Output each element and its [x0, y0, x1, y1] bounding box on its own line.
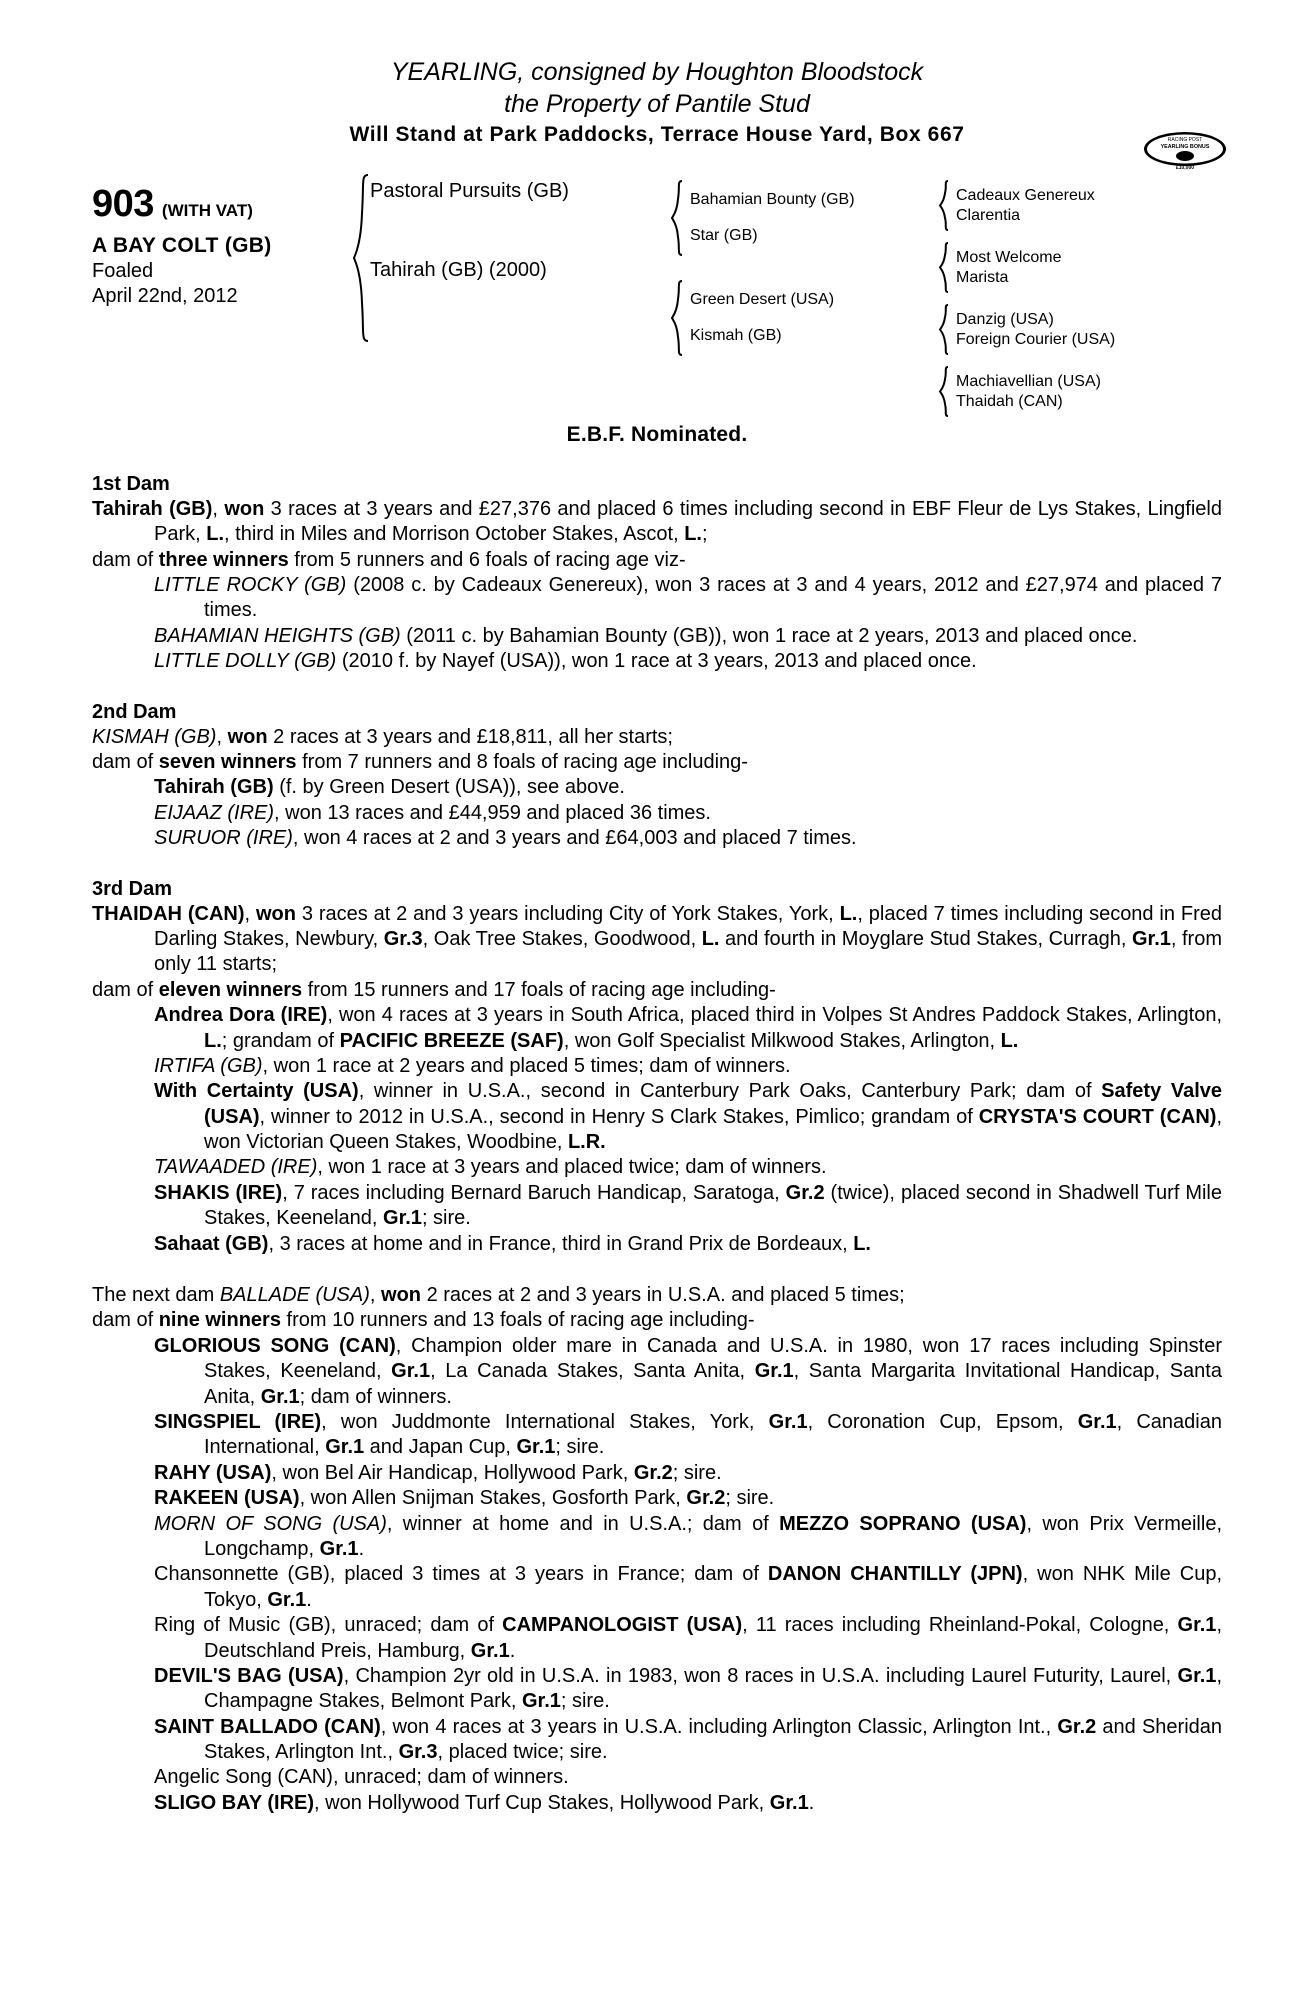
foaled-date: April 22nd, 2012: [92, 284, 238, 307]
next-dam-damof: dam of nine winners from 10 runners and 13 foals of racing age including-: [92, 1309, 755, 1332]
ggp-8: Thaidah (CAN): [956, 392, 1063, 410]
list-item: SHAKIS (IRE), 7 races including Bernard Baruch Handicap, Saratoga, Gr.2 (twice), placed second in Shadwell Turf Mile Stakes, Keeneland, Gr.1; sire.: [154, 1181, 1222, 1230]
list-item: Angelic Song (CAN), unraced; dam of winners.: [154, 1766, 569, 1789]
dam-sire-name: Green Desert (USA): [690, 290, 835, 308]
dam-name: Tahirah (GB) (2000): [370, 258, 547, 281]
foaled-label: Foaled: [92, 259, 154, 282]
list-item: DEVIL'S BAG (USA), Champion 2yr old in U.S.A. in 1983, won 8 races in U.S.A. including Laurel Futurity, Laurel, Gr.1, Champagne Stakes, Belmont Park, Gr.1; sire.: [154, 1664, 1222, 1713]
second-dam-section: [92, 701, 1222, 852]
sire-sire-name: Bahamian Bounty (GB): [690, 190, 855, 208]
pedigree-grandparents: [670, 173, 938, 357]
third-dam-title: 3rd Dam: [92, 877, 173, 900]
ggp-4: Marista: [956, 268, 1009, 286]
third-dam-main: THAIDAH (CAN), won 3 races at 2 and 3 years including City of York Stakes, York, L., placed 7 times including second in Fred Darling Stakes, Newbury, Gr.3, Oak Tree Stakes, Goodwood, L. and fourth in Moyglare Stud Stakes, Curragh, Gr.1, from only 11 starts;: [92, 902, 1222, 976]
page-header: [92, 56, 1222, 149]
ggp-group-2: [938, 241, 1222, 295]
second-dam-main: KISMAH (GB), won 2 races at 3 years and £18,811, all her starts;: [92, 725, 673, 748]
lot-vat-note: (WITH VAT): [161, 200, 253, 220]
second-dam-produce-list: [92, 775, 1222, 851]
ggp-2: Clarentia: [956, 206, 1021, 224]
racing-post-yearling-bonus-stamp-icon: [1142, 128, 1228, 174]
list-item: SINGSPIEL (IRE), won Juddmonte International Stakes, York, Gr.1, Coronation Cup, Epsom, Gr.1, Canadian International, Gr.1 and Japan Cup, Gr.1; sire.: [154, 1410, 1222, 1459]
list-item: SAINT BALLADO (CAN), won 4 races at 3 years in U.S.A. including Arlington Classic, Arlington Int., Gr.2 and Sheridan Stakes, Arlington Int., Gr.3, placed twice; sire.: [154, 1715, 1223, 1764]
list-item: Tahirah (GB) (f. by Green Desert (USA)), see above.: [154, 776, 625, 799]
ggp-1: Cadeaux Genereux: [956, 186, 1095, 204]
lot-info: [92, 173, 352, 308]
list-item: EIJAAZ (IRE), won 13 races and £44,959 and placed 36 times.: [154, 801, 711, 824]
dam-dam-name: Kismah (GB): [690, 326, 782, 344]
ggp-5: Danzig (USA): [956, 310, 1054, 328]
list-item: RAKEEN (USA), won Allen Snijman Stakes, Gosforth Park, Gr.2; sire.: [154, 1487, 775, 1510]
sire-dam-name: Star (GB): [690, 226, 758, 244]
list-item: SURUOR (IRE), won 4 races at 2 and 3 years and £64,003 and placed 7 times.: [154, 827, 857, 850]
ggp-group-3: [938, 303, 1222, 357]
first-dam-section: [92, 473, 1222, 675]
list-item: BAHAMIAN HEIGHTS (GB) (2011 c. by Bahamian Bounty (GB)), won 1 race at 2 years, 2013 and placed once.: [154, 624, 1138, 647]
lot-number: 903: [92, 182, 154, 225]
ggp-group-1: [938, 179, 1222, 233]
list-item: GLORIOUS SONG (CAN), Champion older mare in Canada and U.S.A. in 1980, won 17 races including Spinster Stakes, Keeneland, Gr.1, La Canada Stakes, Santa Anita, Gr.1, Santa Margarita Invitational Handicap, Santa Anita, Gr.1; dam of winners.: [154, 1334, 1222, 1408]
list-item: TAWAADED (IRE), won 1 race at 3 years and placed twice; dam of winners.: [154, 1156, 827, 1179]
first-dam-main: Tahirah (GB), won 3 races at 3 years and £27,376 and placed 6 times including second in EBF Fleur de Lys Stakes, Lingfield Park, L., third in Miles and Morrison October Stakes, Ascot, L.;: [92, 497, 1222, 546]
ggp-group-4: [938, 365, 1222, 419]
pedigree-parents: [370, 173, 670, 283]
first-dam-produce-list: [92, 573, 1222, 675]
sire-side-group: [670, 179, 938, 257]
pedigree-great-grandparents: [938, 173, 1222, 419]
next-dam-section: [92, 1283, 1222, 1816]
list-item: RAHY (USA), won Bel Air Handicap, Hollywood Park, Gr.2; sire.: [154, 1461, 722, 1484]
header-stand-line: Will Stand at Park Paddocks, Terrace House Yard, Box 667: [349, 123, 965, 146]
pedigree-brace-level1: [352, 173, 370, 343]
svg-text:RACING POST: RACING POST: [1167, 137, 1203, 143]
second-dam-damof: dam of seven winners from 7 runners and 8 foals of racing age including-: [92, 751, 748, 773]
next-dam-main: The next dam BALLADE (USA), won 2 races at 2 and 3 years in U.S.A. and placed 5 times;: [92, 1284, 905, 1307]
header-property-line: the Property of Pantile Stud: [504, 90, 810, 118]
sire-name: Pastoral Pursuits (GB): [370, 179, 569, 202]
list-item: Chansonnette (GB), placed 3 times at 3 years in France; dam of DANON CHANTILLY (JPN), won NHK Mile Cup, Tokyo, Gr.1.: [154, 1563, 1223, 1611]
dam-side-group: [670, 279, 938, 357]
pedigree-table: [92, 173, 1222, 419]
list-item: LITTLE DOLLY (GB) (2010 f. by Nayef (USA)), won 1 race at 3 years, 2013 and placed once.: [154, 650, 977, 673]
list-item: Andrea Dora (IRE), won 4 races at 3 years in South Africa, placed third in Volpes St Andres Paddock Stakes, Arlington, L.; grandam of PACIFIC BREEZE (SAF), won Golf Specialist Milkwood Stakes, Arlington, L.: [154, 1004, 1222, 1052]
next-dam-produce-list: [92, 1334, 1222, 1816]
list-item: Ring of Music (GB), unraced; dam of CAMPANOLOGIST (USA), 11 races including Rheinland-Pokal, Cologne, Gr.1, Deutschland Preis, Hamburg, Gr.1.: [154, 1614, 1222, 1662]
ggp-7: Machiavellian (USA): [956, 372, 1101, 390]
second-dam-title: 2nd Dam: [92, 700, 177, 723]
header-consignor-line: YEARLING, consigned by Houghton Bloodstock: [390, 58, 924, 86]
list-item: SLIGO BAY (IRE), won Hollywood Turf Cup Stakes, Hollywood Park, Gr.1.: [154, 1791, 815, 1814]
list-item: MORN OF SONG (USA), winner at home and in U.S.A.; dam of MEZZO SOPRANO (USA), won Prix Vermeille, Longchamp, Gr.1.: [154, 1512, 1222, 1560]
first-dam-title: 1st Dam: [92, 472, 170, 495]
third-dam-damof: dam of eleven winners from 15 runners and 17 foals of racing age including-: [92, 978, 776, 1001]
list-item: With Certainty (USA), winner in U.S.A., second in Canterbury Park Oaks, Canterbury Park; dam of Safety Valve (USA), winner to 2012 in U.S.A., second in Henry S Clark Stakes, Pimlico; grandam of CRYSTA'S COURT (CAN), won Victorian Queen Stakes, Woodbine, L.R.: [154, 1080, 1223, 1154]
list-item: Sahaat (GB), 3 races at home and in France, third in Grand Prix de Bordeaux, L.: [154, 1232, 871, 1255]
ebf-nominated-note: E.B.F. Nominated.: [566, 422, 748, 446]
list-item: LITTLE ROCKY (GB) (2008 c. by Cadeaux Genereux), won 3 races at 3 and 4 years, 2012 and £27,974 and placed 7 times.: [154, 574, 1222, 622]
lot-description: A BAY COLT (GB): [92, 233, 272, 257]
svg-text:YEARLING BONUS: YEARLING BONUS: [1160, 144, 1210, 150]
first-dam-damof: dam of three winners from 5 runners and 6 foals of racing age viz-: [92, 548, 686, 571]
list-item: IRTIFA (GB), won 1 race at 2 years and placed 5 times; dam of winners.: [154, 1054, 791, 1077]
svg-text:£10,000: £10,000: [1175, 165, 1195, 171]
third-dam-section: [92, 878, 1222, 1257]
ggp-3: Most Welcome: [956, 248, 1062, 266]
ggp-6: Foreign Courier (USA): [956, 330, 1116, 348]
third-dam-produce-list: [92, 1003, 1222, 1257]
